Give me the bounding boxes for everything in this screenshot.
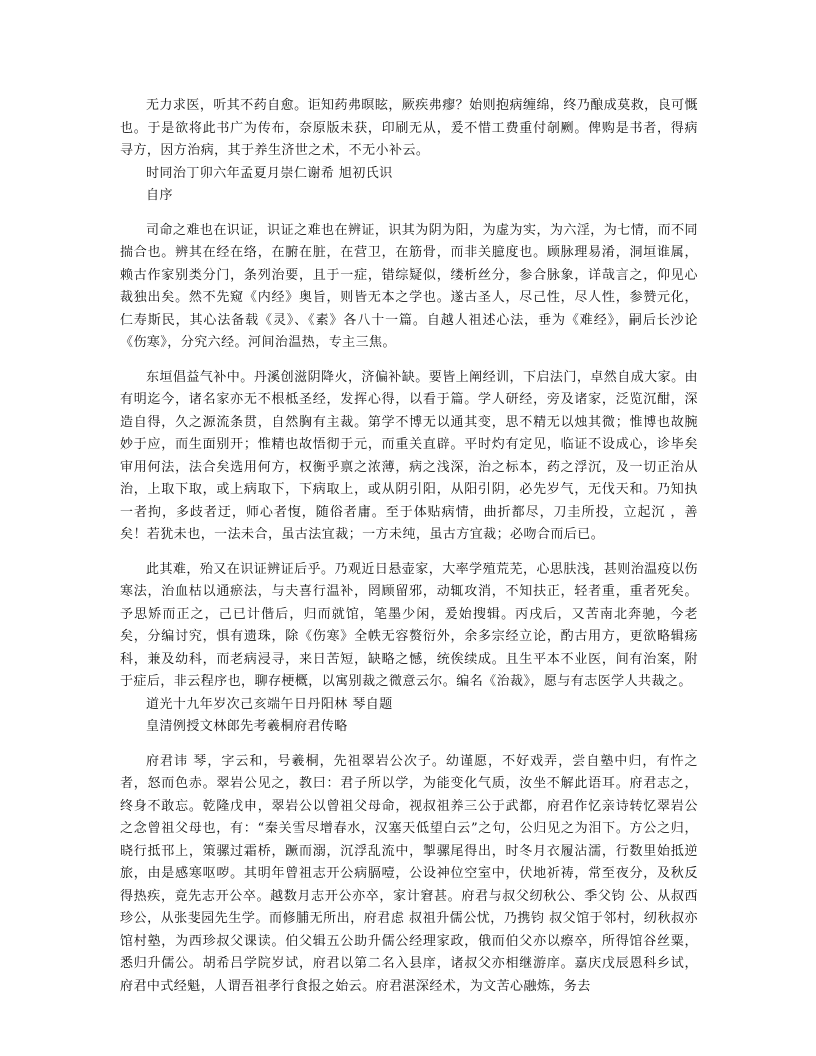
preface-paragraph-2: 东垣倡益气补中。丹溪创滋阴降火，济偏补缺。要皆上阐经训，下启法门，卓然自成大家。由有明迄今，诸名家亦无不根柢圣经，发挥心得，以看于篇。学人研经，旁及诸家，泛览沉酣，深造自得，久之源流条贯，自然胸有主裁。第学不博无以通其变，思不精无以烛其微；惟博也故腕妙于应，而生面别开；惟精也故悟彻于元，而重关直辟。平时灼有定见，临证不设成心，诊毕矣审用何法，法合矣选用何方，权衡乎禀之浓薄，病之浅深，治之标本，药之浮沉，及一切正治从治，上取下取，或上病取下，下病取上，或从阴引阳，从阳引阴，必先岁气，无伐天和。乃知执一者拘，多歧者迂，师心者愎，随俗者庸。至于体贴病情，曲折都尽，刀圭所投，立起沉 ，善矣！若犹未也，一法未合，虽古法宜裁；一方未纯，虽古方宜裁；必吻合而后已。 xyxy=(120,369,698,542)
preface-paragraph-1: 司命之难也在识证，识证之难也在辨证，识其为阴为阳，为虚为实，为六淫，为七情，而不同揣合也。辨其在经在络，在腑在脏，在营卫，在筋骨，而非关臆度也。顾脉理易淆，洞垣谁属，赖古作家别类分门，条列治要，且于一症，错综疑似，缕析丝分，参合脉象，详哉言之，仰见心裁独出矣。然不先窥《内经》奥旨，则皆无本之学也。遂古圣人，尽己性，尽人性，参赞元化，仁寿斯民，其心法备载《灵》、《素》各八十一篇。自越人祖述心法，垂为《难经》，嗣后长沙论《伤寒》，分究六经。河间治温热，专主三焦。 xyxy=(120,222,698,350)
biography-title: 皇清例授文林郎先考羲桐府君传略 xyxy=(146,719,348,734)
document-body xyxy=(120,95,698,998)
intro-paragraph: 无力求医，听其不药自愈。讵知药弗暝眩，厥疾弗瘳？始则抱病缠绵，终乃酿成莫救，良可慨也。于是欲将此书广为传布，奈原版未获，印刷无从，爰不惜工费重付剞劂。俾购是书者，得病寻方，因方治病，其于养生济世之术，不无小补云。 xyxy=(120,98,698,158)
biography-paragraph: 府君讳 琴，字云和，号羲桐，先祖翠岩公次子。幼谨愿，不好戏弄，尝自塾中归，有忤之者，怒而色赤。翠岩公见之，教曰：君子所以学，为能变化气质，汝坐不解此语耳。府君志之，终身不敢忘。乾隆戊申，翠岩公以曾祖父母命，视叔祖养三公于武都，府君作忆亲诗转忆翠岩公之念曾祖父母也，有：“秦关雪尽增春水，汉塞天低望白云”之句，公归见之为泪下。方公之归，晓行抵邗上，策骡过霜桥，蹶而溺，沉浮乱流中，掣骡尾得出，时冬月衣履沾濡，行数里始抵逆旅，由是感寒呕哕。其明年曾祖志开公病膈噎，公设神位空室中，伏地祈祷，常至夜分，及秋反得热疾，竟先志开公卒。越数月志开公亦卒，家计窘甚。府君与叔父纫秋公、季父钧 公、从叔西珍公，从张斐园先生学。而修脯无所出，府君虑 叔祖升儒公忧，乃携钧 叔父馆于邻村，纫秋叔亦馆村塾，为西珍叔父课读。伯父辑五公助升儒公经理家政，俄而伯父亦以瘵卒，所得馆谷丝粟，悉归升儒公。胡希吕学院岁试，府君以第二名入县庠，诸叔父亦相继游庠。嘉庆戊辰恩科乡试，府君中式经魁，人谓吾祖孝行食报之始云。府君湛深经术，为文苦心融炼，务去 xyxy=(120,753,698,994)
intro-signature: 时同治丁卯六年孟夏月崇仁谢希 旭初氏识 xyxy=(146,165,393,181)
preface-signature: 道光十九年岁次己亥端午日丹阳林 琴自题 xyxy=(146,696,393,712)
preface-paragraph-3: 此其难，殆又在识证辨证后乎。乃观近日悬壶家，大率学殖荒芜，心思肤浅，甚则治温疫以伤寒法，治血枯以通瘀法，与夫喜行温补，罔顾留邪，动辄攻消，不知扶正，轻者重，重者死矣。予思矫而正之，己已计偕后，归而就馆，笔墨少闲，爰始搜辑。丙戌后，又苦南北奔驰，今老矣，分编讨究，惧有遗珠，除《伤寒》全帙无容赘衍外，余多宗经立论，酌古用方，更欲略辑疡科，兼及幼科，而老病浸寻，来日苦短，缺略之憾，统俟续成。且生平本不业医，间有治案，附于症后，非云程序也，聊存梗概，以寓别裁之微意云尔。编名《治裁》，愿与有志医学人共裁之。 xyxy=(120,561,698,689)
preface-title: 自序 xyxy=(146,188,173,203)
